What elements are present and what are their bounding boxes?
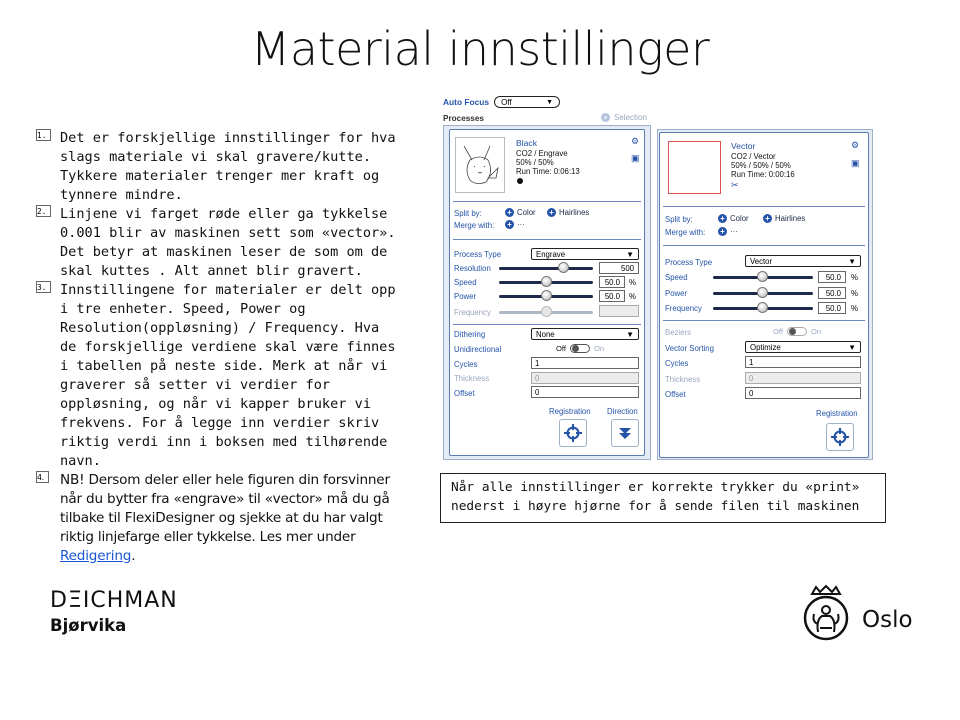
speed-input[interactable]: 50.0 [599,276,625,288]
frequency-label: Frequency [665,304,702,313]
percent-sign: % [851,273,858,282]
laser-settings-screenshot [441,92,873,460]
thickness-input: 0 [531,372,639,384]
item-number: 2. [36,205,51,217]
instruction-item-4 [32,471,398,566]
dithering-value: None [536,329,555,339]
cycles-label: Cycles [665,359,689,368]
engrave-line2: 50% / 50% [516,158,554,167]
percent-sign: % [851,289,858,298]
slider-knob[interactable] [757,302,768,313]
split-hairlines-button[interactable] [547,208,589,217]
direction-label: Direction [607,407,638,416]
hairlines-label: Hairlines [775,214,806,223]
percent-sign: % [629,278,636,287]
vector-sorting-select[interactable] [745,341,861,353]
chevron-down-icon: ▼ [546,98,554,106]
off-label: Off [556,344,566,353]
chevron-down-icon: ▼ [848,256,856,266]
vector-line1: CO2 / Vector [731,152,776,161]
plus-icon: + [505,208,514,217]
chevron-down-icon: ▼ [626,249,634,259]
resolution-input[interactable]: 500 [599,262,639,274]
plus-icon: + [718,214,727,223]
settings-icon[interactable]: ⚙ [851,140,860,150]
instruction-item-1 [32,129,398,205]
hairlines-label: Hairlines [559,208,590,217]
settings-icon[interactable]: ⚙ [631,136,640,146]
divider [663,206,865,207]
switch[interactable] [787,327,807,336]
redigering-link[interactable]: Redigering [60,548,132,564]
process-type-select[interactable] [745,255,861,267]
process-type-select[interactable] [531,248,639,260]
cycles-label: Cycles [454,360,478,369]
process-type-value: Vector [750,256,773,266]
beziers-label: Beziers [665,328,691,337]
offset-input[interactable]: 0 [745,387,861,399]
percent-sign: % [851,304,858,313]
auto-focus-value: Off [501,97,512,107]
slider-knob[interactable] [558,262,569,273]
crosshair-icon [564,424,582,442]
auto-focus-label: Auto Focus [443,97,490,107]
frequency-label: Frequency [454,308,491,317]
more-label: ··· [517,220,525,229]
divider [453,239,641,240]
instruction-item-2 [32,205,398,281]
divider [453,324,641,325]
deichman-logo [50,588,178,635]
vector-thumbnail [668,141,721,194]
crosshair-icon [831,428,849,446]
dithering-label: Dithering [454,330,486,339]
registration-label: Registration [549,407,591,416]
divider [453,201,641,202]
on-label: On [811,327,822,336]
item-text: Det er forskjellige innstillinger for hva slags materiale vi skal gravere/kutte. Tykkere materialer trenger mer kraft og tynnere mindre. [60,130,396,203]
print-note: Når alle innstillinger er korrekte trykker du «print» nederst i høyre hjørne for å sende filen til maskinen [440,473,886,523]
process-type-label: Process Type [454,250,502,259]
oslo-logo [800,584,913,642]
slider-knob [541,306,552,317]
selection-label: Selection [614,113,647,122]
switch[interactable] [570,344,590,353]
slider-knob[interactable] [757,271,768,282]
unidirectional-label: Unidirectional [454,345,502,354]
auto-focus-select[interactable] [494,96,560,108]
auto-focus-row [443,96,560,108]
item-number: 1. [36,129,51,141]
engrave-line1: CO2 / Engrave [516,149,568,158]
deichman-branch: Bjørvika [50,616,127,635]
deichman-wordmark: DΞICHMAN [50,588,178,613]
on-label: On [594,344,605,353]
scissors-icon: ✂ [731,180,739,190]
process-type-label: Process Type [665,258,713,267]
plus-icon: + [718,227,727,236]
resolution-slider[interactable] [499,267,593,270]
plus-icon: + [505,220,514,229]
oslo-wordmark: Oslo [862,607,913,633]
item-text-end: . [131,548,136,564]
engrave-process-name: Black [516,138,538,148]
selection-button[interactable] [601,113,647,122]
slider-knob[interactable] [541,276,552,287]
vector-line3: Run Time: 0:00:16 [731,170,795,179]
offset-label: Offset [454,389,475,398]
more-label: ··· [730,227,738,236]
thickness-label: Thickness [665,375,701,384]
vector-sorting-value: Optimize [750,342,781,352]
process-type-value: Engrave [536,249,566,259]
divider [663,320,865,321]
unidirectional-toggle[interactable] [556,344,604,353]
registration-button[interactable] [826,423,854,451]
offset-input[interactable]: 0 [531,386,639,398]
calendar-icon[interactable]: ▣ [631,153,640,163]
item-number: 4. [36,471,49,483]
split-by-label: Split by: [454,209,482,218]
split-color-button[interactable] [718,214,749,223]
calendar-icon[interactable]: ▣ [851,158,860,168]
divider [663,245,865,246]
cycles-input[interactable]: 1 [745,356,861,368]
chevron-down-icon: ▼ [848,342,856,352]
off-label: Off [773,327,783,336]
split-hairlines-button[interactable] [763,214,805,223]
power-label: Power [665,289,688,298]
vector-line2: 50% / 50% / 50% [731,161,791,170]
plus-icon: + [547,208,556,217]
item-number: 3. [36,281,51,293]
dithering-select[interactable] [531,328,639,340]
registration-button[interactable] [559,419,587,447]
vector-sorting-label: Vector Sorting [665,344,714,353]
merge-with-label: Merge with: [454,221,495,230]
power-input[interactable]: 50.0 [818,287,846,299]
merge-with-label: Merge with: [665,228,706,237]
slider-knob[interactable] [541,290,552,301]
instructions-list [32,129,398,566]
frequency-input[interactable]: 50.0 [818,302,846,314]
arrow-down-icon [618,426,632,440]
item-text: Innstillingene for materialer er delt opp i tre enheter. Speed, Power og Resolution(oppløsning) / Frequency. Hva de forskjellige verdiene skal være finnes i tabellen på neste side. Merk at når vi graverer så setter vi verdier for oppløsning, og når vi kapper bruker vi frekvens. For å legge inn verdier skriv riktig verdi inn i boksen med tilhørende navn. [60,282,396,469]
resolution-label: Resolution [454,264,491,273]
direction-button[interactable] [611,419,639,447]
engrave-line3: Run Time: 0:06:13 [516,167,580,176]
plus-icon: + [763,214,772,223]
instruction-item-3 [32,281,398,471]
registration-label: Registration [816,409,858,418]
item-text: NB! Dersom deler eller hele figuren din forsvinner når du bytter fra «engrave» til «vector» må du gå tilbake til FlexiDesigner og sjekke at du har valgt riktig linjefarge eller tykkelse. Les mer under [60,472,390,545]
chevron-down-icon: ▼ [626,329,634,339]
split-color-button[interactable] [505,208,536,217]
speed-label: Speed [665,273,688,282]
vector-process-name: Vector [731,141,756,151]
slider-knob[interactable] [757,287,768,298]
thickness-input: 0 [745,372,861,384]
color-label: Color [517,208,536,217]
speed-label: Speed [454,278,477,287]
offset-label: Offset [665,390,686,399]
color-swatch [517,178,523,184]
pikachu-sketch-icon [456,138,504,192]
item-text: Linjene vi farget røde eller ga tykkelse 0.001 blir av maskinen sett som «vector». Det betyr at maskinen leser de som om de skal kuttes . Alt annet blir gravert. [60,206,396,279]
beziers-toggle[interactable] [773,327,821,336]
thickness-label: Thickness [454,374,490,383]
merge-button[interactable] [718,227,738,236]
page-title: Material innstillinger [250,22,710,76]
power-label: Power [454,292,477,301]
split-by-label: Split by: [665,215,693,224]
merge-button[interactable] [505,220,525,229]
percent-sign: % [629,292,636,301]
power-input[interactable]: 50.0 [599,290,625,302]
processes-label: Processes [443,114,484,123]
color-label: Color [730,214,749,223]
speed-input[interactable]: 50.0 [818,271,846,283]
pikachu-thumbnail [455,137,505,193]
plus-icon: + [601,113,610,122]
oslo-seal-icon [800,584,852,642]
cycles-input[interactable]: 1 [531,357,639,369]
frequency-input [599,305,639,317]
